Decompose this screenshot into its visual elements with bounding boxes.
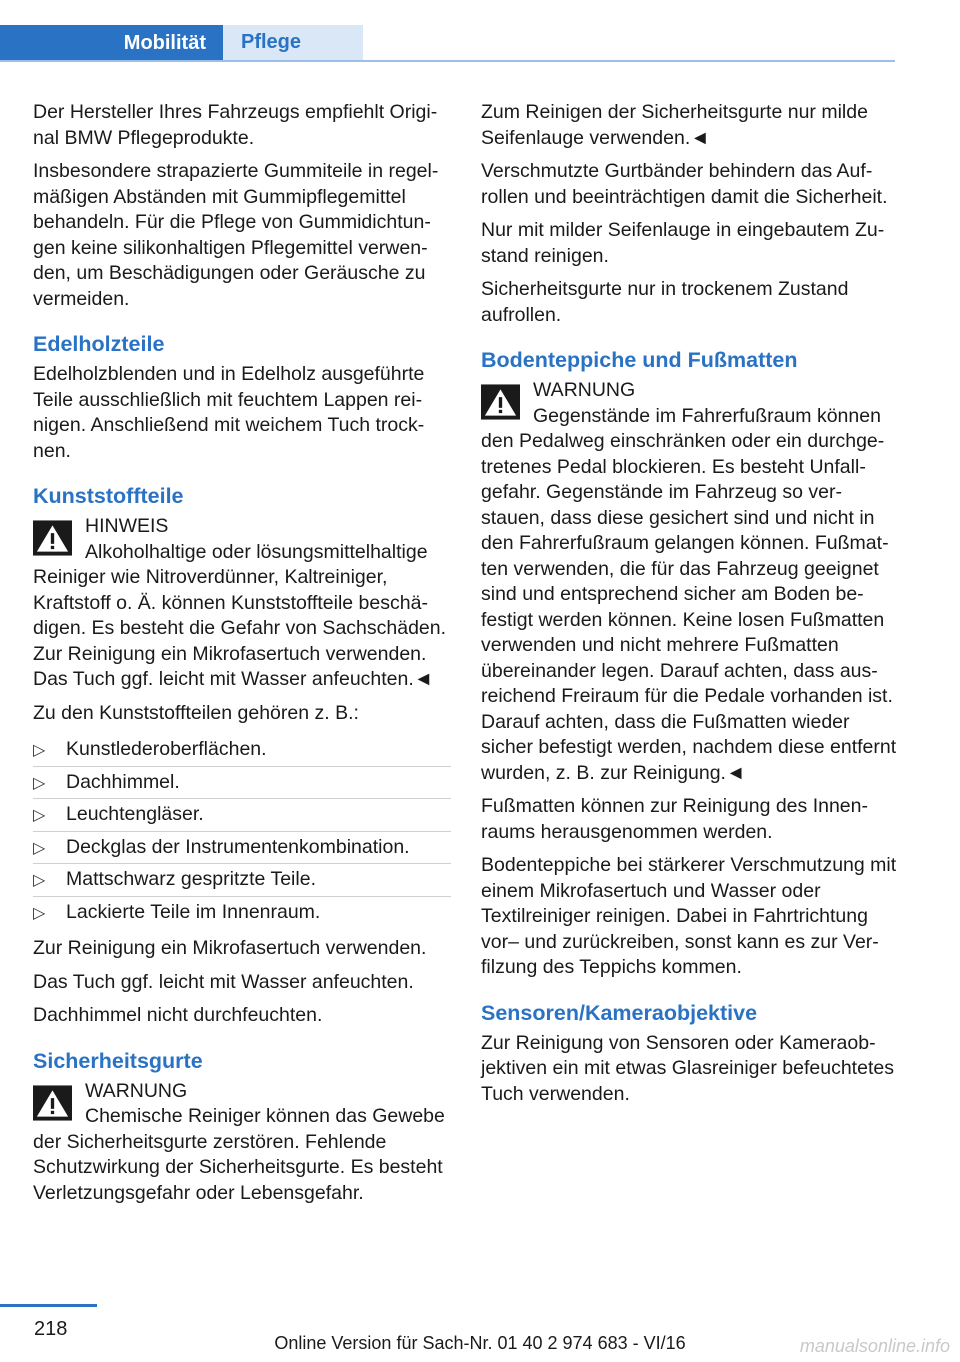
paragraph: Insbesondere strapazierte Gummiteile in regelmäßigen Abständen mit Gummipflegemittel behandeln. Für die Pflege von Gummidichtungen keine silikonhaltigen Pflegemittel verwenden, um Beschädigungen oder Geräusche zu vermeiden. — [33, 160, 439, 310]
list-item: ▷ Dachhimmel. — [33, 767, 451, 800]
warning-triangle-icon — [33, 1085, 72, 1121]
warning-text: Gegenstände im Fahrerfußraum können — [533, 404, 881, 427]
page-number: 218 — [34, 1318, 68, 1340]
warning-title: WARNUNG — [533, 379, 636, 401]
list-item: ▷ Mattschwarz gespritzte Teile. — [33, 864, 451, 897]
section-heading-bodenteppiche: Bodenteppiche und Fußmatten — [481, 348, 798, 372]
notice-text: Reiniger wie Nitroverdünner, Kaltreiniger, Kraftstoff o. Ä. können Kunststoffteile beschädigen. Es besteht die Gefahr von Sachschäden. Zur Reinigung ein Mikrofasertuch verwenden. Das Tuch ggf. leicht mit Wasser anfeuchten.◄ — [33, 566, 447, 690]
triangle-right-icon: ▷ — [33, 904, 46, 922]
triangle-right-icon: ▷ — [33, 807, 46, 824]
paragraph: Dachhimmel nicht durchfeuchten. — [33, 1004, 323, 1026]
warning-text: der Sicherheitsgurte zerstören. Fehlende Schutzwirkung der Sicherheitsgurte. Es besteht Verletzungsgefahr oder Lebensgefahr. — [33, 1130, 443, 1204]
left-column — [33, 100, 451, 1214]
notice-title: HINWEIS — [85, 515, 169, 537]
list-item: ▷ Deckglas der Instrumentenkombination. — [33, 832, 451, 865]
warning-triangle-icon — [481, 384, 520, 420]
paragraph: Sicherheitsgurte nur in trockenem Zustand aufrollen. — [481, 278, 849, 326]
triangle-right-icon: ▷ — [33, 839, 46, 857]
tab-divider — [0, 60, 895, 62]
tab-pflege[interactable]: Pflege — [223, 25, 363, 60]
paragraph: Der Hersteller Ihres Fahrzeugs empfiehlt Original BMW Pflegeprodukte. — [33, 101, 438, 149]
section-heading-sicherheitsgurte: Sicherheitsgurte — [33, 1048, 203, 1073]
list-item: ▷ Lackierte Teile im Innenraum. — [33, 897, 451, 929]
warning-text: Chemische Reiniger können das Gewebe — [85, 1105, 445, 1127]
triangle-right-icon: ▷ — [33, 742, 46, 759]
paragraph: Zu den Kunststoffteilen gehören z. B.: — [33, 701, 359, 724]
online-version-note: Online Version für Sach-Nr. 01 40 2 974 683 - VI/16 — [274, 1333, 686, 1353]
paragraph: Nur mit milder Seifenlauge in eingebautem Zustand reinigen. — [481, 219, 885, 267]
page-number-rule — [0, 1304, 97, 1307]
section-heading-sensoren: Sensoren/Kameraobjektive — [481, 1000, 758, 1025]
paragraph: Fußmatten können zur Reinigung des Innenraums herausgenommen werden. — [481, 795, 868, 843]
warning-text: den Pedalweg einschränken oder ein durchgetretenes Pedal blockieren. Es besteht Unfallgefahr. Gegenstände im Fahrzeug so verstauen, dass diese gesichert sind und nicht in den Fahrerfußraum gelangen können. Fußmatten verwenden, die für das Fahrzeug geeignet sind und entsprechend sicher am Boden befestigt werden können. Keine losen Fußmatten verwenden und nicht mehrere Fußmatten übereinander legen. Darauf achten, dass ausreichend Freiraum für die Pedale vorhanden ist. Darauf achten, dass die Fußmatten wieder sicher befestigt werden, nachdem diese entfernt wurden, z. B. zur Reinigung.◄ — [481, 430, 897, 784]
bullet-list — [33, 734, 451, 928]
warning-title: WARNUNG — [85, 1079, 188, 1102]
paragraph: Bodenteppiche bei stärkerer Verschmutzung mit einem Mikrofasertuch und Wasser oder Textilreiniger reinigen. Dabei in Fahrtrichtung vor– und zurückreiben, sonst kann es zur Verfilzung des Teppichs kommen. — [481, 854, 897, 978]
notice-text: Alkoholhaltige oder lösungsmittelhaltige — [85, 540, 428, 563]
section-heading-edelholzteile: Edelholzteile — [33, 332, 165, 356]
tab-mobilitaet[interactable]: Mobilität — [0, 25, 223, 62]
notice-box — [33, 514, 451, 693]
list-item: ▷ Kunstlederoberflächen. — [33, 734, 451, 767]
paragraph: Edelholzblenden und in Edelholz ausgeführte Teile ausschließlich mit feuchtem Lappen reinigen. Anschließend mit weichem Tuch trocknen. — [33, 363, 425, 462]
paragraph: Zur Reinigung ein Mikrofasertuch verwenden. — [33, 937, 427, 959]
warning-box — [33, 1079, 451, 1207]
warning-triangle-icon — [33, 520, 72, 556]
triangle-right-icon: ▷ — [33, 774, 46, 792]
section-heading-kunststoffteile: Kunststoffteile — [33, 484, 184, 508]
paragraph: Zum Reinigen der Sicherheitsgurte nur milde Seifenlauge verwenden.◄ — [481, 101, 868, 149]
paragraph: Verschmutzte Gurtbänder behindern das Aufrollen und beeinträchtigen damit die Sicherheit. — [481, 160, 888, 208]
paragraph: Zur Reinigung von Sensoren oder Kameraobjektiven ein mit etwas Glasreiniger befeuchtetes Tuch verwenden. — [481, 1031, 894, 1105]
list-item: ▷ Leuchtengläser. — [33, 799, 451, 832]
triangle-right-icon: ▷ — [33, 872, 46, 889]
paragraph: Das Tuch ggf. leicht mit Wasser anfeuchten. — [33, 970, 414, 993]
warning-box — [481, 378, 897, 786]
right-column — [481, 100, 897, 1115]
watermark: manualsonline.info — [799, 1336, 950, 1356]
